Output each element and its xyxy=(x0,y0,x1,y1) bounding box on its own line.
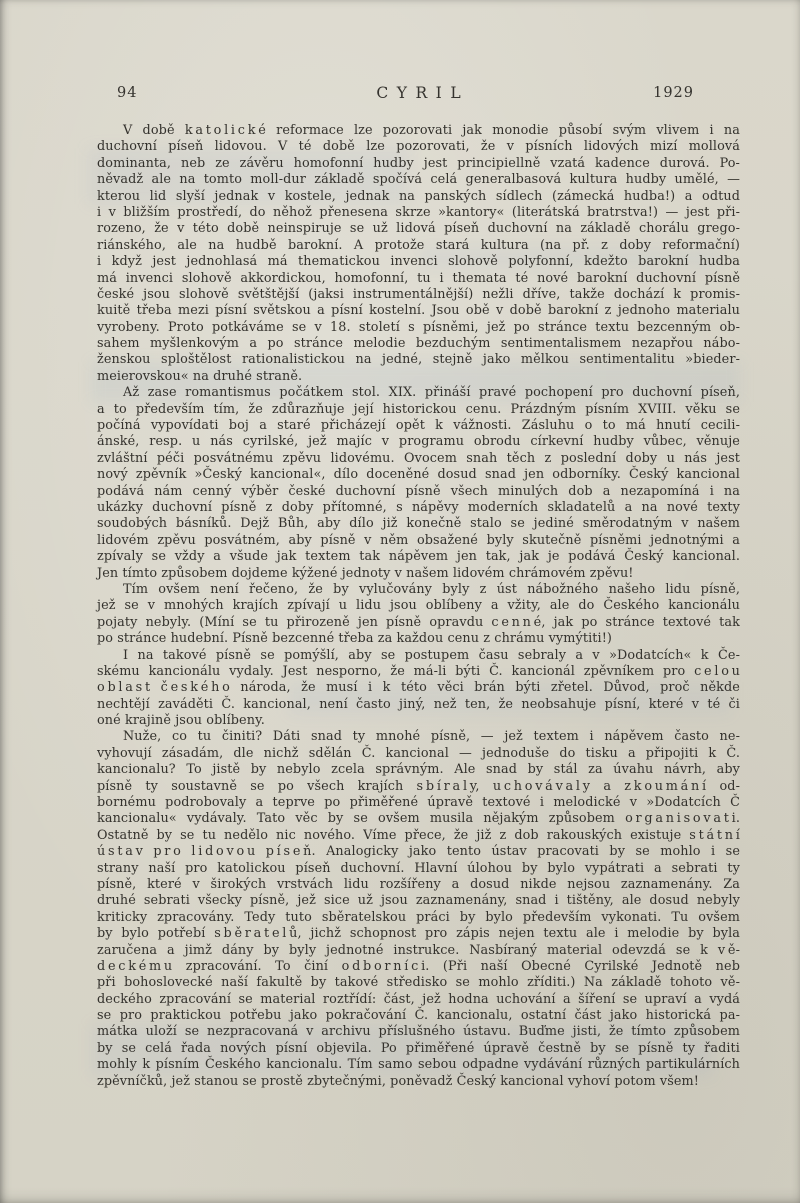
text-line: kancionalu« vydávaly. Tato věc by se ovšem musila nějakým způsobem o r g a n i s o v a t i. xyxy=(97,811,740,827)
text-line: i když jest jednohlasá má thematickou invenci slohově polyfonní, kdežto barokní hudba xyxy=(97,254,740,270)
text-line: vyhovují zásadám, dle nichž sdělán Č. kancional — jednoduše do tisku a připojiti k Č. xyxy=(97,745,740,761)
text-line: české jsou slohově světštější (jaksi instrumentálnější) nežli dříve, takže dochází k promis- xyxy=(97,286,740,302)
text-line: Jen tímto způsobem dojdeme kýžené jednoty v našem lidovém chrámovém zpěvu! xyxy=(97,565,634,581)
text-line: zaručena a jimž dány by byly jednotné instrukce. Nasbíraný material odevzdá se k v ě- xyxy=(97,942,740,958)
journal-title: CYRIL xyxy=(376,84,470,102)
text-line: pojaty nebyly. (Míní se tu přirozeně jen písně opravdu c e n n é, jak po stránce textové tak xyxy=(97,614,740,630)
text-line: zpívaly se vždy a všude jak textem tak nápěvem jen tak, jak je podává Český kancional. xyxy=(97,549,740,565)
text-line: sahem myšlenkovým a po stránce melodie bezduchým sentimentalismem nezapřou nábo- xyxy=(97,336,740,352)
text-line: Nuže, co tu činiti? Dáti snad ty mnohé písně, — jež textem i nápěvem často ne- xyxy=(123,729,740,745)
text-line: se pro praktickou potřebu jako pokračování Č. kancionalu, ostatní část jako historická pa- xyxy=(97,1008,740,1024)
text-line: oné krajině jsou oblíbeny. xyxy=(97,713,265,729)
text-line: V době k a t o l i c k é reformace lze pozorovati jak monodie působí svým vlivem i na xyxy=(123,123,740,138)
text-line: riánského, ale na hudbě barokní. A protože stará kultura (na př. z doby reformační) xyxy=(97,237,740,253)
text-line: kuitě třeba mezi písní světskou a písní kostelní. Jsou obě v době barokní z jednoho materialu xyxy=(97,303,740,319)
text-line: d e c k é m u zpracování. To činí o d b o r n í c i. (Při naší Obecné Cyrilské Jednotě neb xyxy=(97,958,740,974)
text-line: jež se v mnohých krajích zpívají u lidu jsou oblíbeny a vžity, ale do Českého kancionálu xyxy=(97,598,740,614)
text-line: písně, které v širokých vrstvách lidu rozšířeny a dosud nikde nejsou zaznamenány. Za xyxy=(97,876,740,892)
page-number: 94 xyxy=(117,85,138,101)
text-line: kriticky zpracovány. Tedy tuto sběratelskou práci by bylo především vykonati. Tu ovšem xyxy=(97,909,740,925)
text-line: ánské, resp. u nás cyrilské, jež majíc v programu obrodu církevní hudby vůbec, věnuje xyxy=(97,434,740,450)
text-line: skému kancionálu vydaly. Jest nesporno, že má-li býti Č. kancionál zpěvníkem pro c e l o u xyxy=(97,663,740,679)
text-line: zpěvníčků, jež stanou se prostě zbytečnými, poněvadž Český kancional vyhoví potom všem! xyxy=(97,1073,700,1089)
text-line: nechtějí zaváděti Č. kancional, není často jiný, než ten, že neobsahuje písní, které v té či xyxy=(97,696,740,712)
text-line: kterou lid slyší jednak v kostele, jednak na panských sídlech (zámecká hudba!) a odtud xyxy=(97,188,740,204)
text-line: zvláštní péči posvátnému zpěvu lidovému. Ovocem snah těch z poslední doby u nás jest xyxy=(97,450,740,466)
text-line: kancionalu? To jistě by nebylo zcela správným. Ale snad by stál za úvahu návrh, aby xyxy=(97,762,740,778)
text-line: I na takové písně se pomýšlí, aby se postupem času sebraly a v »Dodatcích« k Če- xyxy=(123,647,740,663)
text-line: ženskou sploštělost rationalistickou na jedné, stejně jako mělkou sentimentalitu »bieder- xyxy=(97,352,740,368)
text-line: by se celá řada nových písní objevila. Po přiměřené úpravě čestně by se písně ty řaditi xyxy=(97,1040,740,1056)
text-line: Tím ovšem není řečeno, že by vylučovány byly z úst nábožného našeho lidu písně, xyxy=(123,581,740,597)
text-line: ú s t a v p r o l i d o v o u p í s e ň. Analogicky jako tento ústav pracovati by se mohlo i se xyxy=(97,844,740,860)
page-text xyxy=(97,123,740,1090)
text-line: něvadž ale na tomto moll-dur základě spočívá celá generalbasová kultura hudby umělé, — xyxy=(97,172,740,188)
text-line: i v bližším prostředí, do něhož přenesena skrze »kantory« (literátská bratrstva!) — jest při- xyxy=(97,204,740,220)
paragraph xyxy=(97,648,740,730)
text-line: meierovskou« na druhé straně. xyxy=(97,368,303,384)
text-line: dominanta, neb ze závěru homofonní hudby jest principiellně vzatá kadence durová. Po- xyxy=(97,155,740,171)
text-line: počíná vypovídati boj a staré přicházejí opět k vážnosti. Zásluhu o to má hnutí cecili- xyxy=(97,418,740,434)
text-line: druhé sebrati všecky písně, jež sice už jsou zaznamenány, snad i tištěny, ale dosud nebyly xyxy=(97,893,740,909)
text-line: mohly k písním Českého kancionalu. Tím samo sebou odpadne vydávání různých partikulárních xyxy=(97,1057,740,1073)
paragraph xyxy=(97,729,740,1090)
text-line: deckého zpracování se material roztřídí: část, jež hodna uchování a šíření se upraví a vydá xyxy=(97,991,740,1007)
text-line: písně ty soustavně se po všech krajích s b í r a l y, u c h o v á v a l y a z k o u m á n í od- xyxy=(97,778,740,794)
text-line: mátka uloží se nezpracovaná v archivu příslušného ústavu. Buďme jisti, že tímto způsobem xyxy=(97,1024,740,1040)
text-line: vyrobeny. Proto potkáváme se v 18. století s písněmi, jež po stránce textu bezcenným ob- xyxy=(97,319,740,335)
text-line: strany naší pro katolickou píseň duchovní. Hlavní úlohou by bylo vypátrati a sebrati ty xyxy=(97,860,740,876)
text-line: Až zase romantismus počátkem stol. XIX. přináší pravé pochopení pro duchovní píseň, xyxy=(123,385,740,401)
text-line: lidovém zpěvu posvátném, aby písně v něm obsažené byly skutečně písněmi jednotnými a xyxy=(97,532,740,548)
text-line: ukázky duchovní písně z doby přítomné, s nápěvy moderních skladatelů a na nové texty xyxy=(97,499,740,515)
text-line: o b l a s t č e s k é h o národa, že musí i k této věci brán býti zřetel. Důvod, proč někde xyxy=(97,680,740,696)
text-line: při bohoslovecké naší fakultě by takové středisko se mohlo zříditi.) Na základě tohoto vě- xyxy=(97,975,740,991)
paragraph xyxy=(97,582,740,648)
text-line: Ostatně by se tu nedělo nic nového. Víme přece, že již z dob rakouských existuje s t á t n í xyxy=(97,827,740,843)
text-line: bornému podrobovaly a teprve po přiměřené úpravě textové i melodické v »Dodatcích Č xyxy=(97,795,740,811)
text-line: soudobých básníků. Dejž Bůh, aby dílo již konečně stalo se jediné směrodatným v našem xyxy=(97,516,740,532)
text-line: duchovní píseň lidovou. V té době lze pozorovati, že v písních lidových mizí mollová xyxy=(97,139,740,155)
page-header xyxy=(97,84,740,104)
text-line: podává nám cenný výběr české duchovní písně všech minulých dob a nezapomíná i na xyxy=(97,483,740,499)
paragraph xyxy=(97,123,740,385)
publication-year: 1929 xyxy=(653,85,694,101)
text-line: má invenci slohově akkordickou, homofonní, tu i themata té nové barokní duchovní písně xyxy=(97,270,740,286)
paragraph xyxy=(97,385,740,582)
text-line: nový zpěvník »Český kancional«, dílo doceněné dosud snad jen odborníky. Český kancional xyxy=(97,467,740,483)
text-line: a to především tím, že zdůrazňuje její historickou cenu. Prázdným písním XVIII. věku se xyxy=(97,401,740,417)
text-line: po stránce hudební. Písně bezcenné třeba za každou cenu z chrámu vymýtiti!) xyxy=(97,631,613,647)
text-line: by bylo potřebí s b ě r a t e l ů, jichž schopnost pro zápis nejen textu ale i melodie by byla xyxy=(97,926,740,942)
text-line: rozeno, že v této době neinspiruje se už lidová píseň duchovní na základě chorálu grego- xyxy=(97,221,740,237)
